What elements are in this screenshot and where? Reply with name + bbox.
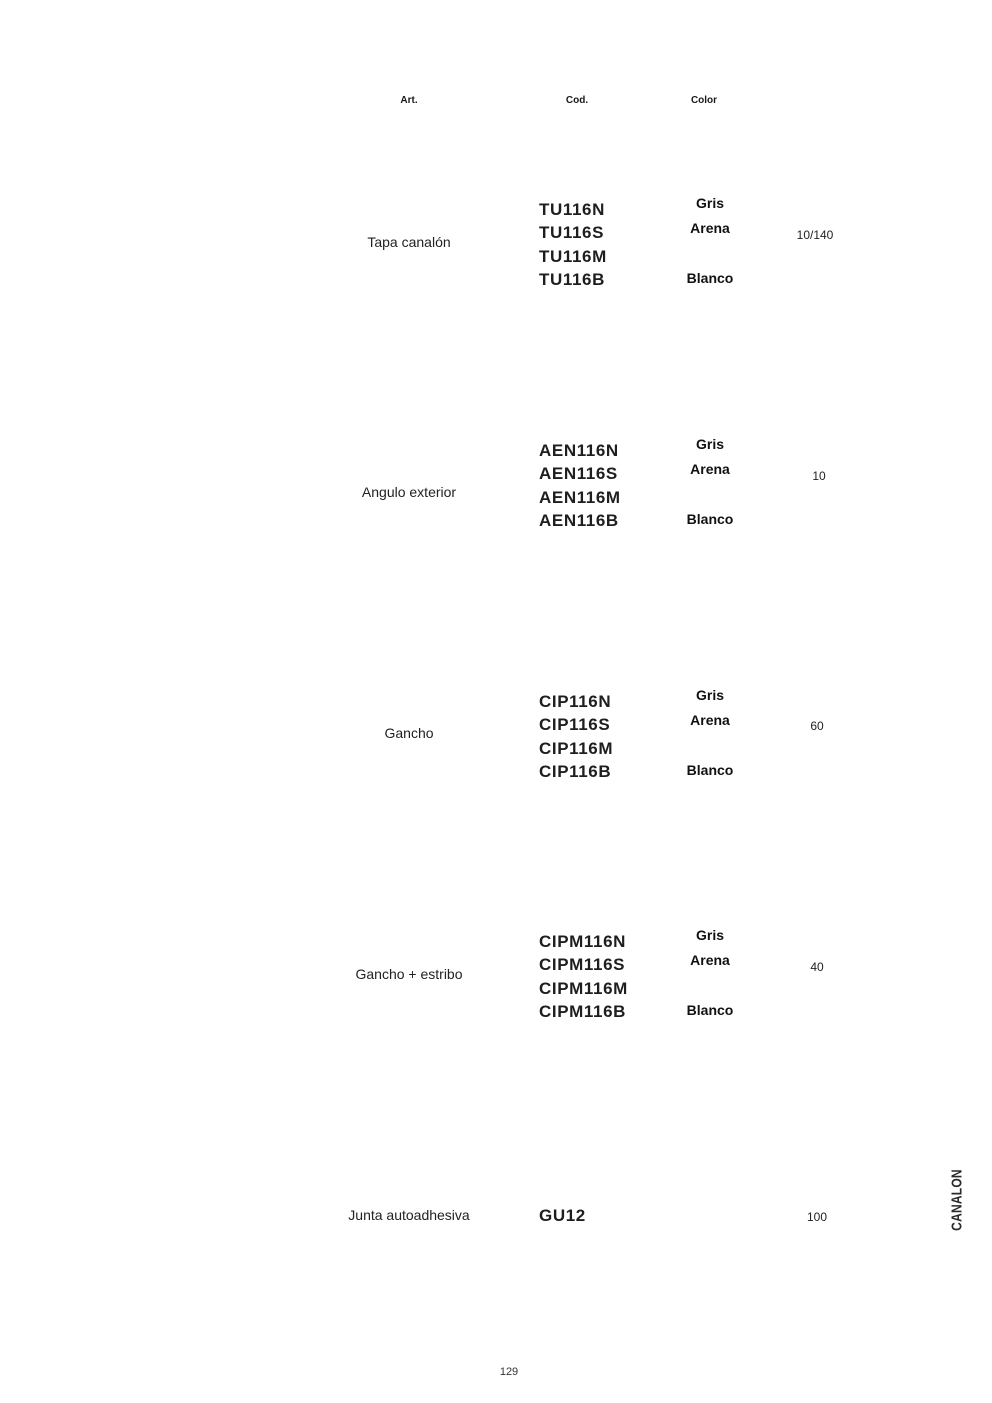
color-label: Gris — [695, 436, 725, 452]
product-codes — [539, 198, 607, 291]
color-label: Arena — [690, 461, 730, 477]
product-name: Angulo exterior — [361, 484, 457, 500]
color-label: Gris — [695, 927, 725, 943]
color-label: Arena — [690, 952, 730, 968]
product-code: CIPM116N — [539, 932, 627, 951]
product-quantity: 100 — [806, 1210, 828, 1224]
color-label: Blanco — [686, 270, 734, 286]
product-row-junta-autoadhesiva — [0, 1204, 992, 1324]
product-code: GU12 — [539, 1206, 586, 1225]
product-name: Gancho + estribo — [355, 966, 463, 982]
color-label: Blanco — [686, 511, 734, 527]
color-label: Gris — [695, 687, 725, 703]
color-label: Blanco — [686, 762, 734, 778]
product-quantity: 40 — [810, 960, 824, 974]
product-code: AEN116M — [539, 487, 621, 507]
product-code: CIPM116S — [539, 955, 626, 975]
product-row-gancho-estribo — [0, 927, 992, 1050]
product-code: CIP116N — [539, 692, 612, 711]
product-code: AEN116B — [539, 510, 619, 530]
product-name: Gancho — [384, 725, 434, 741]
color-label: Gris — [695, 195, 725, 211]
color-label: Arena — [690, 712, 730, 728]
product-quantity: 10 — [812, 469, 826, 483]
product-code: CIPM116B — [539, 1001, 627, 1021]
product-code: TU116N — [539, 200, 605, 219]
product-code: AEN116S — [539, 464, 618, 484]
product-code: TU116M — [539, 246, 607, 266]
product-code: AEN116N — [539, 441, 619, 460]
product-code: CIP116M — [539, 738, 614, 758]
product-row-gancho — [0, 687, 992, 810]
product-codes — [539, 930, 628, 1023]
product-code: CIP116B — [539, 761, 612, 781]
header-art: Art. — [400, 95, 418, 106]
header-color: Color — [690, 95, 718, 106]
product-name: Tapa canalón — [367, 234, 451, 250]
product-name: Junta autoadhesiva — [348, 1207, 470, 1223]
product-codes — [539, 690, 613, 783]
product-code: TU116B — [539, 269, 605, 289]
product-code: CIP116S — [539, 715, 611, 735]
color-label: Blanco — [686, 1002, 734, 1018]
product-code: TU116S — [539, 223, 605, 243]
product-quantity: 60 — [810, 719, 824, 733]
section-side-label-text: CANALON — [948, 1169, 966, 1231]
page-number: 129 — [499, 1366, 519, 1378]
color-label: Arena — [690, 220, 730, 236]
header-cod: Cod. — [565, 95, 589, 106]
product-quantity: 10/140 — [796, 228, 834, 242]
product-codes — [539, 439, 621, 532]
product-row-angulo-exterior — [0, 436, 992, 559]
product-code: CIPM116M — [539, 978, 628, 998]
product-row-tapa-canalon — [0, 195, 992, 318]
section-side-label — [949, 1161, 966, 1238]
product-codes — [539, 1204, 586, 1227]
